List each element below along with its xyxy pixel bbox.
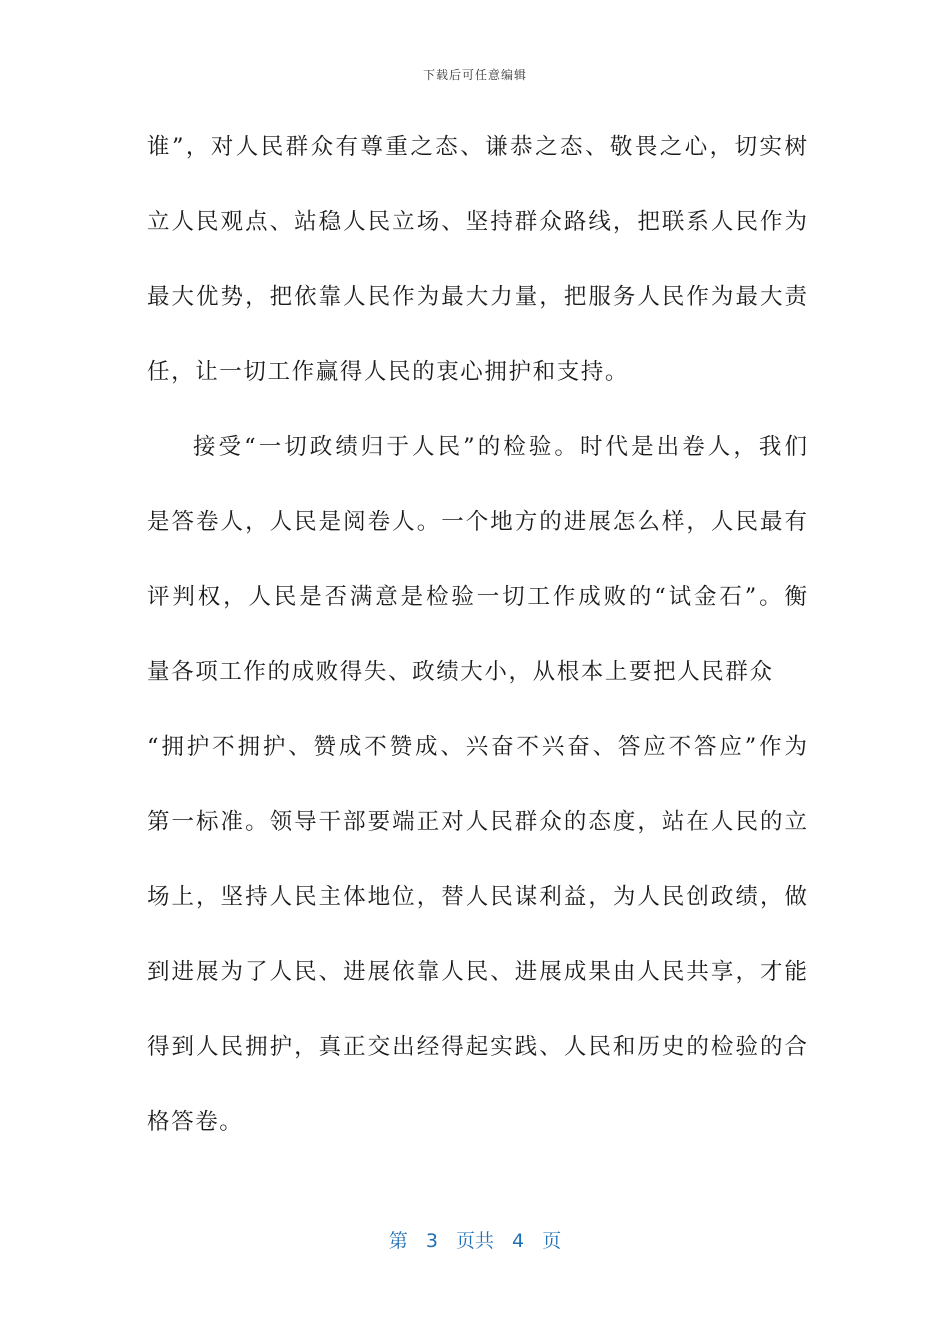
text-line: 最大优势，把依靠人民作为最大力量，把服务人民作为最大责 xyxy=(147,284,807,310)
text-line: 格答卷。 xyxy=(147,1109,244,1135)
text-line: 立人民观点、站稳人民立场、坚持群众路线，把联系人民作为 xyxy=(147,209,807,235)
footer-suffix: 页 xyxy=(542,1230,562,1252)
document-body xyxy=(147,127,807,1177)
text-line: 场上，坚持人民主体地位，替人民谋利益，为人民创政绩，做 xyxy=(147,884,807,910)
text-line: 是答卷人，人民是阅卷人。一个地方的进展怎么样，人民最有 xyxy=(147,509,807,535)
paragraph-start-line: 接受“一切政绩归于人民”的检验。时代是出卷人，我们 xyxy=(193,434,807,460)
text-line: 到进展为了人民、进展依靠人民、进展成果由人民共享，才能 xyxy=(147,959,807,985)
text-line: 评判权，人民是否满意是检验一切工作成败的“试金石”。衡 xyxy=(147,584,807,610)
page-header-note: 下载后可任意编辑 xyxy=(422,68,527,82)
page-number-footer xyxy=(0,1226,950,1253)
text-line: 第一标准。领导干部要端正对人民群众的态度，站在人民的立 xyxy=(147,809,807,835)
current-page-number: 3 xyxy=(425,1230,438,1252)
text-line: 谁”，对人民群众有尊重之态、谦恭之态、敬畏之心，切实树 xyxy=(147,134,807,160)
text-line: 得到人民拥护，真正交出经得起实践、人民和历史的检验的合 xyxy=(147,1034,807,1060)
footer-prefix: 第 xyxy=(388,1230,408,1252)
footer-middle: 页共 xyxy=(455,1230,494,1252)
text-line: 量各项工作的成败得失、政绩大小，从根本上要把人民群众 xyxy=(147,659,774,685)
total-pages-number: 4 xyxy=(512,1230,525,1252)
text-line: 任，让一切工作赢得人民的衷心拥护和支持。 xyxy=(147,359,630,385)
text-line: “拥护不拥护、赞成不赞成、兴奋不兴奋、答应不答应”作为 xyxy=(147,734,807,760)
